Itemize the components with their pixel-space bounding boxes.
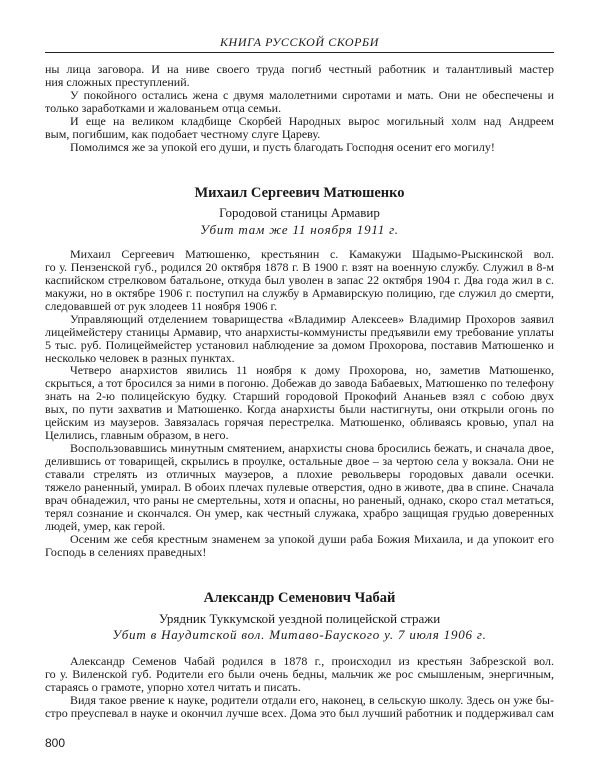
text-line: терял сознание и скончался. Он умер, как честный служака, храбро защищая грудью доверенных: [45, 506, 554, 520]
page-number: 800: [45, 736, 66, 750]
text-line: стро преуспевал в науке и окончил лучше всех. Дома это был лучший работник и поддерживал сам: [45, 706, 554, 720]
text-line: ставали стрелять из отличных маузеров, а плохие револьверы городовых давали осечки.: [45, 467, 554, 481]
text-line: несколько человек в разных пунктах.: [45, 351, 235, 365]
text-line: делившись от товарищей, скрылись в проулке, остальные двое – за чертою села у вокзала. Они не: [45, 455, 554, 468]
text-line: го у. Виленской губ. Родители его были очень бедны, мальчик же рос смышленым, энергичным,: [45, 667, 554, 681]
text-line: У покойного остались жена с двумя малолетними сиротами и мать. Они не обеспечены и: [70, 88, 554, 102]
text-line: 5 тыс. руб. Полицеймейстер установил наблюдение за домом Прохорова, поставив Матюшенко и: [45, 338, 554, 352]
paragraph: [45, 655, 554, 694]
text-line: только заработками и жалованьем отца семьи.: [45, 101, 282, 115]
section-2-name: Александр Семенович Чабай: [203, 590, 396, 606]
text-line: Помолимся же за упокой его души, и пусть благодать Господня осенит его могилу!: [70, 140, 495, 154]
text-line: людей, умер, как герой.: [45, 519, 166, 533]
text-line: врач обнадежил, что раны не смертельны, хотя и опасны, но раненый, однако, скоро стал метаться,: [45, 493, 554, 507]
paragraph: [45, 248, 554, 313]
text-line: Господь в селениях праведных!: [45, 545, 207, 559]
header-rule: [45, 52, 554, 53]
section-2-body: [45, 655, 554, 720]
paragraph: [45, 364, 554, 442]
text-line: лицеймейстеру станицы Армавир, что анархисты-коммунисты предъявили ему требование уплаты: [45, 325, 554, 339]
paragraph: [45, 115, 554, 141]
running-head: КНИГА РУССКОЙ СКОРБИ: [219, 35, 379, 49]
text-line: вых, по пути захватив и Матюшенко. Когда анархисты были настигнуты, они открыли огонь по: [45, 403, 554, 417]
text-line: макужи, но в октябре 1906 г. поступил на службу в Армавирскую полицию, где служил до смерти,: [45, 286, 554, 300]
text-line: ния сложных преступлений.: [45, 75, 190, 89]
section-1-name: Михаил Сергеевич Матюшенко: [194, 185, 405, 201]
text-line: го у. Пензенской губ., родился 20 октября 1878 г. В 1900 г. взят на военную службу. Служил в 8-м: [45, 260, 554, 274]
text-line: тяжело раненный, умирал. В обоих плечах пулевые отверстия, одно в животе, два в спине. Сначала: [45, 480, 554, 494]
text-line: Воспользовавшись минутным смятением, анархисты снова бросились бежать, и сначала двое,: [70, 442, 554, 455]
text-line: ны лица заговора. И на ниве своего труда погиб честный работник и талантливый мастер: [45, 63, 554, 76]
text-line: Четверо анархистов явились 11 ноября к дому Прохорова, но, заметив Матюшенко,: [70, 364, 554, 378]
paragraph: [45, 141, 554, 154]
paragraph: [45, 313, 554, 365]
section-1-position: Городовой станицы Армавир: [219, 205, 380, 220]
section-2-death: Убит в Наудитской вол. Митаво-Бауского у. 7 июля 1906 г.: [112, 627, 487, 642]
paragraph: [45, 533, 554, 559]
intro-text: [45, 63, 554, 154]
text-line: стараясь о грамоте, упорно хотел читать и писать.: [45, 680, 301, 694]
text-line: следовавшей от рук злодеев 11 ноября 1906 г.: [45, 299, 278, 313]
paragraph: [45, 442, 554, 533]
text-line: Целились, главным образом, в него.: [45, 429, 229, 443]
section-1-body: [45, 248, 554, 559]
text-line: И еще на великом кладбище Скорбей Народных вырос могильный холм над Андреем: [70, 114, 554, 128]
text-line: Видя такое рвение к науке, родители отдали его, наконец, в сельскую школу. Здесь он уже бы-: [70, 693, 554, 707]
text-line: скрыться, а тот бросился за ними в погоню. Добежав до завода Бабаевых, Матюшенко по телефону: [45, 377, 554, 391]
text-line: Александр Семенов Чабай родился в 1878 г., происходил из крестьян Забрезской вол.: [70, 655, 554, 668]
text-line: Михаил Сергеевич Матюшенко, крестьянин с. Камакужи Шадымо-Рыскинской вол.: [70, 248, 554, 261]
section-1-death: Убит там же 11 ноября 1911 г.: [200, 222, 399, 237]
section-2-position: Урядник Туккумской уездной полицейской стражи: [158, 611, 441, 626]
text-line: знать на 2-ю полицейскую будку. Старший городовой Прокофий Ананьев взял с собою двух: [45, 390, 554, 404]
paragraph: [45, 89, 554, 115]
text-line: Осеним же себя крестным знаменем за упокой души раба Божия Михаила, и да упокоит его: [70, 532, 554, 546]
paragraph: [45, 63, 554, 89]
text-line: каспийском стрелковом батальоне, откуда был уволен в запас 22 октября 1904 г. Два года жил в с.: [45, 273, 554, 287]
text-line: Управляющий отделением товарищества «Владимир Алексеев» Владимир Прохоров заявил: [70, 312, 554, 326]
text-line: вым, погибшим, как подобает честному слуге Цареву.: [45, 127, 321, 141]
text-line: цейским из маузеров. Завязалась горячая перестрелка. Матюшенко, обливаясь кровью, упал на: [45, 416, 554, 430]
paragraph: [45, 694, 554, 720]
